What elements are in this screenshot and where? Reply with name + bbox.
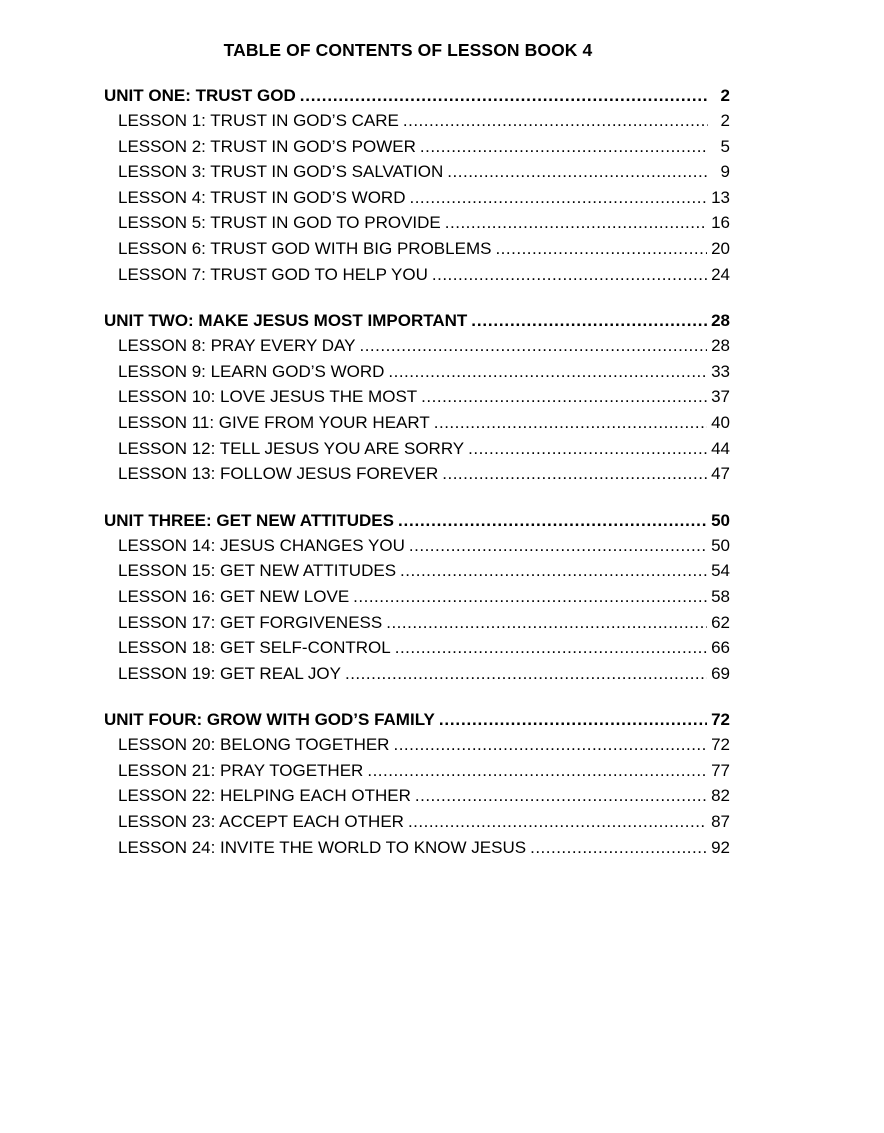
table-of-contents [104,84,730,882]
dot-leader [442,461,707,487]
lesson-page-number: 66 [711,638,730,658]
lesson-page-number: 62 [711,612,730,632]
lesson-entry [104,333,730,359]
lesson-entry [104,262,730,288]
lesson-title: LESSON 5: TRUST IN GOD TO PROVIDE [118,213,441,233]
lesson-title: LESSON 8: PRAY EVERY DAY [118,336,356,356]
unit-section [104,509,730,687]
dot-leader [530,835,707,861]
dot-leader [393,732,707,758]
lesson-page-number: 28 [711,336,730,356]
dot-leader [409,533,707,559]
lesson-entry [104,610,730,636]
lesson-title: LESSON 6: TRUST GOD WITH BIG PROBLEMS [118,238,492,258]
lesson-entry [104,185,730,211]
lesson-entry [104,758,730,784]
lesson-title: LESSON 20: BELONG TOGETHER [118,735,390,755]
lesson-page-number: 58 [711,586,730,606]
lesson-entry [104,635,730,661]
lesson-entry [104,134,730,160]
lesson-title: LESSON 17: GET FORGIVENESS [118,612,383,632]
dot-leader [420,134,708,160]
unit-title: UNIT ONE: TRUST GOD [104,86,296,105]
lesson-title: LESSON 13: FOLLOW JESUS FOREVER [118,464,439,484]
lesson-page-number: 77 [711,760,730,780]
lesson-title: LESSON 14: JESUS CHANGES YOU [118,535,405,555]
lesson-entry [104,384,730,410]
lesson-entry [104,732,730,758]
lesson-title: LESSON 12: TELL JESUS YOU ARE SORRY [118,438,465,458]
unit-heading [104,708,730,732]
lesson-entry [104,410,730,436]
lesson-entry [104,783,730,809]
lesson-page-number: 92 [711,837,730,857]
unit-page-number: 28 [711,311,730,331]
dot-leader [367,758,707,784]
lesson-entry [104,359,730,385]
dot-leader [408,809,707,835]
lesson-page-number: 33 [711,361,730,381]
lesson-page-number: 20 [711,238,730,258]
unit-section [104,708,730,860]
lesson-title: LESSON 16: GET NEW LOVE [118,586,350,606]
lesson-title: LESSON 4: TRUST IN GOD’S WORD [118,187,406,207]
dot-leader [353,584,707,610]
lesson-page-number: 54 [711,561,730,581]
dot-leader [439,708,707,732]
lesson-entry [104,108,730,134]
lesson-title: LESSON 18: GET SELF-CONTROL [118,638,391,658]
unit-page-number: 50 [711,510,730,530]
lesson-entry [104,809,730,835]
dot-leader [447,159,708,185]
lesson-page-number: 69 [711,663,730,683]
lesson-title: LESSON 21: PRAY TOGETHER [118,760,364,780]
dot-leader [345,661,707,687]
lesson-entry [104,584,730,610]
dot-leader [386,610,707,636]
dot-leader [434,410,707,436]
lesson-page-number: 72 [711,735,730,755]
lesson-page-number: 50 [711,535,730,555]
lesson-entry [104,436,730,462]
lesson-title: LESSON 3: TRUST IN GOD’S SALVATION [118,162,444,182]
dot-leader [403,108,708,134]
unit-title: UNIT THREE: GET NEW ATTITUDES [104,510,394,530]
lesson-title: LESSON 10: LOVE JESUS THE MOST [118,387,418,407]
page-title: TABLE OF CONTENTS OF LESSON BOOK 4 [223,40,593,60]
lesson-entry [104,558,730,584]
lesson-entry [104,661,730,687]
unit-section [104,84,730,287]
lesson-page-number: 87 [711,812,730,832]
lesson-page-number: 2 [720,111,730,130]
dot-leader [468,436,707,462]
lesson-page-number: 9 [720,162,730,182]
lesson-title: LESSON 1: TRUST IN GOD’S CARE [118,111,399,130]
lesson-page-number: 37 [711,387,730,407]
lesson-page-number: 82 [711,786,730,806]
lesson-title: LESSON 9: LEARN GOD’S WORD [118,361,385,381]
lesson-title: LESSON 24: INVITE THE WORLD TO KNOW JESUS [118,837,527,857]
lesson-title: LESSON 22: HELPING EACH OTHER [118,786,411,806]
dot-leader [359,333,707,359]
lesson-title: LESSON 19: GET REAL JOY [118,663,341,683]
unit-section [104,309,730,487]
lesson-page-number: 16 [711,213,730,233]
dot-leader [445,210,707,236]
dot-leader [495,236,707,262]
dot-leader [432,262,707,288]
lesson-page-number: 13 [711,187,730,207]
lesson-entry [104,159,730,185]
dot-leader [415,783,707,809]
lesson-title: LESSON 11: GIVE FROM YOUR HEART [118,412,430,432]
lesson-page-number: 40 [711,412,730,432]
lesson-entry [104,210,730,236]
unit-title: UNIT FOUR: GROW WITH GOD’S FAMILY [104,710,435,730]
dot-leader [388,359,707,385]
unit-title: UNIT TWO: MAKE JESUS MOST IMPORTANT [104,311,468,331]
dot-leader [421,384,707,410]
lesson-page-number: 47 [711,464,730,484]
dot-leader [300,84,708,108]
unit-page-number: 2 [720,86,730,105]
lesson-page-number: 44 [711,438,730,458]
lesson-entry [104,461,730,487]
lesson-title: LESSON 7: TRUST GOD TO HELP YOU [118,264,428,284]
unit-heading [104,509,730,533]
lesson-title: LESSON 2: TRUST IN GOD’S POWER [118,136,416,156]
lesson-entry [104,835,730,861]
unit-page-number: 72 [711,710,730,730]
dot-leader [398,509,707,533]
dot-leader [409,185,707,211]
dot-leader [395,635,707,661]
dot-leader [400,558,707,584]
lesson-title: LESSON 15: GET NEW ATTITUDES [118,561,397,581]
unit-heading [104,309,730,333]
lesson-entry [104,236,730,262]
lesson-page-number: 5 [720,136,730,156]
lesson-title: LESSON 23: ACCEPT EACH OTHER [118,812,404,832]
lesson-entry [104,533,730,559]
dot-leader [471,309,707,333]
lesson-page-number: 24 [711,264,730,284]
unit-heading [104,84,730,108]
